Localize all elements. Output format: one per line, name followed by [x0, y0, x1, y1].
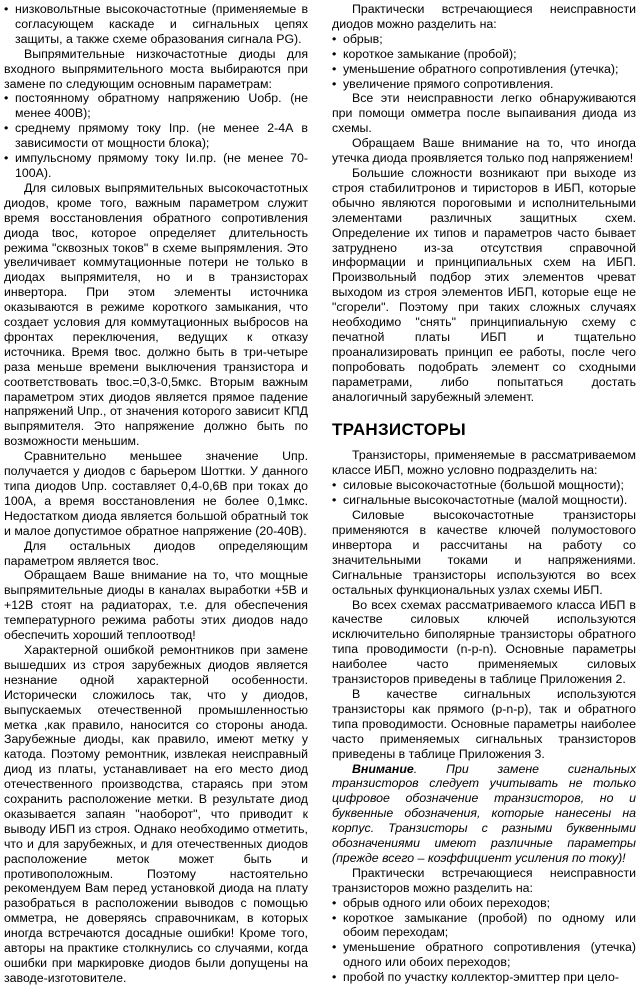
paragraph: Практически встречающиеся неисправности диодов можно разделить на: [332, 2, 636, 31]
section-heading: ТРАНЗИСТОРЫ [332, 420, 466, 440]
list-item: • короткое замыкание (пробой) по одному или обоим переходам; [332, 911, 636, 941]
list-item: • низковольтные высокочастотные (применяемые в согласующем каскаде и сигнальных цепях защиты, а также схеме образования сигнала PG). [4, 2, 308, 47]
paragraph: Выпрямительные низкочастотные диоды для входного выпрямительного моста выбираются при замене по следующим основным параметрам: [4, 46, 308, 91]
paragraph: Практически встречающиеся неисправности транзисторов можно разделить на: [332, 865, 636, 895]
paragraph: Сравнительно меньшее значение Uпр. получается у диодов с барьером Шоттки. У данного типа диодов Uпр. составляет 0,4-0,6В при токах до 100А, а время восстановления не более 0,1мкс. Недостатком диода является большой обратный ток и малое допустимое обратное напряжение (20-40В). [4, 449, 308, 538]
list-item: • увеличение прямого сопротивления. [332, 77, 636, 92]
list-item: • уменьшение обратного сопротивления (утечка); [332, 62, 636, 77]
right-column [332, 2, 636, 985]
paragraph: Во всех схемах рассматриваемого класса ИБП в качестве силовых ключей используются исключительно биполярные транзисторы обратного типа проводимости (n-p-n). Основные параметры наиболее часто применяемых силовых транзисторов приведены в таблице Приложения 2. [332, 597, 636, 687]
paragraph: Все эти неисправности легко обнаруживаются при помощи омметра после выпаивания диода из схемы. [332, 91, 636, 136]
attention-note [332, 762, 636, 866]
attention-text: . При замене сигнальных транзисторов следует учитывать не только цифровое обозначение транзисторов, но и буквенные обозначения, которые нанесены на корпус. Транзисторы с разными буквенными обозначениями имеют различные параметры (прежде всего – коэффициент усиления по току)! [332, 761, 636, 865]
left-column [4, 2, 308, 985]
diode-type-list [4, 2, 308, 47]
transistor-fault-list [332, 896, 636, 985]
paragraph: В качестве сигнальных используются транзисторы как прямого (p-n-p), так и обратного типа проводимости. Основные параметры наиболее часто применяемых сигнальных транзисторов приведены в таблице Приложения 3. [332, 686, 636, 761]
paragraph: Для остальных диодов определяющим параметром является tвос. [4, 538, 308, 568]
attention-label: Внимание [352, 761, 414, 776]
list-item: • уменьшение обратного сопротивления (утечка) одного или обоих переходов; [332, 940, 636, 970]
list-item: • постоянному обратному напряжению Uобр. (не менее 400В); [4, 91, 308, 121]
paragraph: Для силовых выпрямительных высокочастотных диодов, кроме того, важным параметром служит время восстановления обратного сопротивления диода tвос, которое определяет длительность режима "сквозных токов" в схеме выпрямления. Это увеличивает коммутационные потери не только в диодах выпрямителя, но и в транзисторах инвертора. При этом элементы источника оказываются в режиме короткого замыкания, что создает условия для коммутационных выбросов на фронтах переключения, ведущих к отказу источника. Время tвос. должно быть в три-четыре раза меньше времени выключения транзистора и соответствовать tвос.=0,3-0,5мкс. Вторым важным параметром этих диодов является прямое падение напряжений Uпр., от значения которого зависит КПД выпрямителя. Это напряжение должно быть по возможности меньшим. [4, 180, 308, 449]
list-item: • импульсному прямому току Iи.пр. (не менее 70-100А). [4, 151, 308, 181]
paragraph: Транзисторы, применяемые в рассматриваемом классе ИБП, можно условно подразделить на: [332, 448, 636, 478]
list-item: • короткое замыкание (пробой); [332, 47, 636, 62]
paragraph: Характерной ошибкой ремонтников при замене вышедших из строя зарубежных диодов является незнание одной характерной особенности. Исторически сложилось так, что у диодов, выпускаемых отечественной промышленностью метка ,как правило, наносится со стороны анода. Зарубежные диоды, как правило, имеют метку у катода. Поэтому ремонтник, извлекая неисправный диод из платы, устанавливает на его место диод отечественного производства, стараясь при этом сохранить расположение метки. В результате диод оказывается запаян "наоборот", что приводит к выводу ИБП из строя. Однако необходимо отметить, что и для зарубежных, и для отечественных диодов расположение меток может быть и противоположным. Поэтому настоятельно рекомендуем Вам перед установкой диода на плату разобраться в расположении выводов с помощью омметра, не доверяясь справочникам, в которых иногда встречаются досадные ошибки! Кроме того, авторы на практике столкнулись со случаями, когда ошибки при маркировке диодов были допущены на заводе-изготовителе. [4, 642, 308, 985]
list-item: • обрыв одного или обоих переходов; [332, 896, 636, 911]
paragraph: Обращаем Ваше внимание на то, что иногда утечка диода проявляется только под напряжением! [332, 136, 636, 166]
list-item: • среднему прямому току Iпр. (не менее 2-4А в зависимости от мощности блока); [4, 121, 308, 151]
paragraph: Силовые высокочастотные транзисторы применяются в качестве ключей полумостового инвертора и рассчитаны на работу со значительными токами и напряжениями. Сигнальные транзисторы используются во всех остальных функциональных узлах схемы ИБП. [332, 508, 636, 597]
list-item: • обрыв; [332, 32, 636, 47]
list-item: • силовые высокочастотные (большой мощности); [332, 478, 636, 493]
paragraph: Большие сложности возникают при выходе из строя стабилитронов и тиристоров в ИБП, которые обычно являются пороговыми и исполнительными элементами различных защитных схем. Определение их типов и параметров часто бывает затруднено из-за отсутствия справочной информации и принципиальных схем на ИБП. Произвольный подбор этих элементов чреват выходом из строя элементов ИБП, которые еще не "сгорели". Поэтому при таких сложных случаях необходимо "снять" принципиальную схему с печатной платы ИБП и тщательно проанализировать принцип ее работы, после чего попробовать подобрать элемент со сходными параметрами, либо попытаться достать аналогичный зарубежный элемент. [332, 165, 636, 404]
list-item: • пробой по участку коллектор-эмиттер при цело- [332, 970, 636, 985]
diode-fault-list [332, 32, 636, 92]
list-item: • сигнальные высокочастотные (малой мощности). [332, 493, 636, 508]
paragraph: Обращаем Ваше внимание на то, что мощные выпрямительные диоды в каналах выработки +5В и +12В стоят на радиаторах, т.е. для обеспечения температурного режима работы этих диодов надо обеспечить хороший теплоотвод! [4, 568, 308, 643]
transistor-class-list [332, 478, 636, 508]
parameter-list [4, 91, 308, 180]
